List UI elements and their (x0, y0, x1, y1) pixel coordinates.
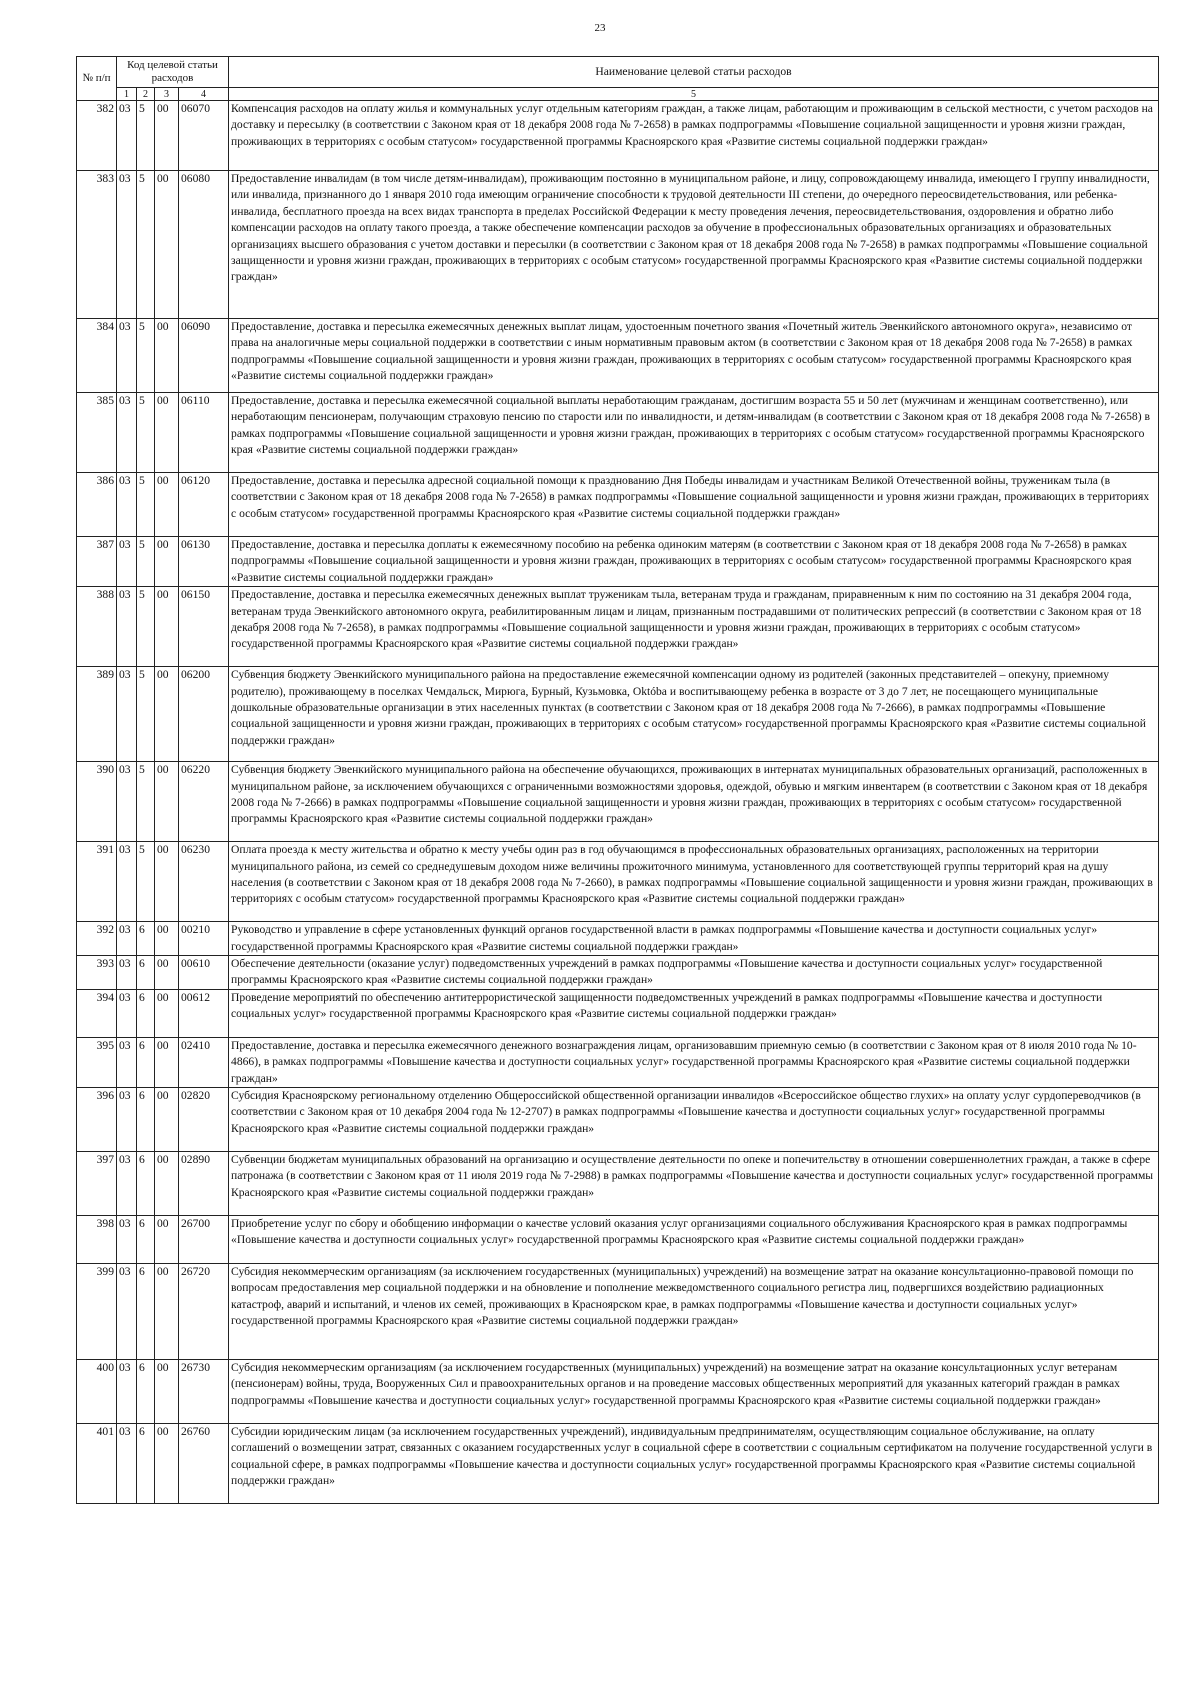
table-row (77, 667, 1159, 762)
row-number: 390 (77, 762, 117, 842)
code-direction: 00 (155, 667, 179, 762)
code-program: 03 (117, 989, 137, 1037)
column-index: 5 (229, 88, 1159, 101)
column-index: 2 (137, 88, 155, 101)
row-description: Оплата проезда к месту жительства и обратно к месту учебы один раз в год обучающимся в профессиональных образовательных организациях, расположенных на территории муниципального района, из семей со среднедушевым доходом ниже величины прожиточного минимума, установленного для соответствующей группы территорий края на душу населения (в соответствии с Законом края от 18 декабря 2008 года № 7-2660), в рамках подпрограммы «Повышение социальной защищенности и уровня жизни граждан, проживающих в территориях с особым статусом» государственной программы Красноярского края «Развитие системы социальной поддержки граждан» (229, 842, 1159, 922)
code-direction: 00 (155, 989, 179, 1037)
row-number: 398 (77, 1216, 117, 1264)
row-number: 388 (77, 587, 117, 667)
column-index: 4 (179, 88, 229, 101)
code-direction: 00 (155, 1037, 179, 1087)
row-description: Предоставление, доставка и пересылка ежемесячного денежного вознаграждения лицам, организовавшим приемную семью (в соответствии с Законом края от 8 июля 2010 года № 10-4866), в рамках подпрограммы «Повышение качества и доступности социальных услуг» государственной программы Красноярского края «Развитие системы социальной поддержки граждан» (229, 1037, 1159, 1087)
table-row (77, 842, 1159, 922)
row-number: 400 (77, 1360, 117, 1424)
table-row (77, 587, 1159, 667)
code-item: 00610 (179, 956, 229, 990)
code-item: 00612 (179, 989, 229, 1037)
code-direction: 00 (155, 1216, 179, 1264)
code-direction: 00 (155, 171, 179, 319)
code-item: 06220 (179, 762, 229, 842)
table-row (77, 1088, 1159, 1152)
code-program: 03 (117, 537, 137, 587)
row-number: 385 (77, 393, 117, 473)
code-item: 06150 (179, 587, 229, 667)
code-subprogram: 6 (137, 1152, 155, 1216)
row-description: Приобретение услуг по сбору и обобщению информации о качестве условий оказания услуг организациями социального обслуживания Красноярского края в рамках подпрограммы «Повышение качества и доступности социальных услуг» государственной программы Красноярского края «Развитие системы социальной поддержки граждан» (229, 1216, 1159, 1264)
code-program: 03 (117, 1424, 137, 1504)
code-program: 03 (117, 393, 137, 473)
code-program: 03 (117, 101, 137, 171)
table-row (77, 537, 1159, 587)
row-number: 397 (77, 1152, 117, 1216)
code-program: 03 (117, 1360, 137, 1424)
table-row (77, 319, 1159, 393)
code-direction: 00 (155, 1360, 179, 1424)
code-item: 06130 (179, 537, 229, 587)
row-number: 389 (77, 667, 117, 762)
code-program: 03 (117, 922, 137, 956)
table-row (77, 101, 1159, 171)
code-subprogram: 6 (137, 1424, 155, 1504)
code-subprogram: 6 (137, 989, 155, 1037)
row-number: 386 (77, 473, 117, 537)
code-item: 26730 (179, 1360, 229, 1424)
code-direction: 00 (155, 762, 179, 842)
row-number: 399 (77, 1264, 117, 1360)
code-item: 06200 (179, 667, 229, 762)
table-row (77, 473, 1159, 537)
page-number: 23 (594, 22, 606, 34)
row-description: Предоставление инвалидам (в том числе детям-инвалидам), проживающим постоянно в муниципальном районе, и лицу, сопровождающему инвалида, имеющего I группу инвалидности, или инвалида, признанного до 1 января 2010 года имеющим ограничение способности к трудовой деятельности III степени, до очередного переосвидетельствования, или ребенка-инвалида, бесплатного проезда на всех видах транспорта в пределах Российской Федерации к месту проведения лечения, переосвидетельствования, оздоровления и обратно либо компенсации расходов на оплату такого проезда, а также обеспечение компенсации расходов за обучение в профессиональных образовательных организациях и образовательных организациях высшего образования с учетом доставки и пересылки (в соответствии с Законом края от 18 декабря 2008 года № 7-2658) в рамках подпрограммы «Повышение социальной защищенности и уровня жизни граждан, проживающих в территориях с особым статусом» государственной программы Красноярского края «Развитие системы социальной поддержки граждан» (229, 171, 1159, 319)
code-program: 03 (117, 1264, 137, 1360)
table-row (77, 171, 1159, 319)
row-description: Предоставление, доставка и пересылка ежемесячной социальной выплаты неработающим гражданам, достигшим возраста 55 и 50 лет (мужчинам и женщинам соответственно), или неработающим пенсионерам, получающим страховую пенсию по старости или по инвалидности, и детям-инвалидам (в соответствии с Законом края от 18 декабря 2008 года № 7-2658) в рамках подпрограммы «Повышение социальной защищенности и уровня жизни граждан, проживающих в территориях с особым статусом» государственной программы Красноярского края «Развитие системы социальной поддержки граждан» (229, 393, 1159, 473)
code-program: 03 (117, 1152, 137, 1216)
row-description: Субсидия Красноярскому региональному отделению Общероссийской общественной организации инвалидов «Всероссийское общество глухих» на оплату услуг сурдопереводчиков (в соответствии с Законом края от 10 декабря 2004 года № 12-2707) в рамках подпрограммы «Повышение качества и доступности социальных услуг» государственной программы Красноярского края «Развитие системы социальной поддержки граждан» (229, 1088, 1159, 1152)
row-description: Предоставление, доставка и пересылка доплаты к ежемесячному пособию на ребенка одиноким матерям (в соответствии с Законом края от 18 декабря 2008 года № 7-2658) в рамках подпрограммы «Повышение социальной защищенности и уровня жизни граждан, проживающих в территориях с особым статусом» государственной программы Красноярского края «Развитие системы социальной поддержки граждан» (229, 537, 1159, 587)
code-subprogram: 5 (137, 537, 155, 587)
row-number: 396 (77, 1088, 117, 1152)
row-description: Проведение мероприятий по обеспечению антитеррористической защищенности подведомственных учреждений в рамках подпрограммы «Повышение качества и доступности социальных услуг» государственной программы Красноярского края «Развитие системы социальной поддержки граждан» (229, 989, 1159, 1037)
row-number: 384 (77, 319, 117, 393)
code-program: 03 (117, 1216, 137, 1264)
code-direction: 00 (155, 101, 179, 171)
row-description: Предоставление, доставка и пересылка ежемесячных денежных выплат лицам, удостоенным почетного звания «Почетный житель Эвенкийского автономного округа», независимо от права на аналогичные меры социальной поддержки в соответствии с иным нормативным правовым актом (в соответствии с Законом края от 18 декабря 2008 года № 7-2658) в рамках подпрограммы «Повышение социальной защищенности и уровня жизни граждан, проживающих в территориях с особым статусом» государственной программы Красноярского края «Развитие системы социальной поддержки граждан» (229, 319, 1159, 393)
code-item: 06120 (179, 473, 229, 537)
code-item: 02410 (179, 1037, 229, 1087)
row-number: 393 (77, 956, 117, 990)
code-direction: 00 (155, 1264, 179, 1360)
code-subprogram: 5 (137, 171, 155, 319)
row-number: 394 (77, 989, 117, 1037)
code-direction: 00 (155, 587, 179, 667)
table-row (77, 989, 1159, 1037)
row-number: 382 (77, 101, 117, 171)
code-program: 03 (117, 587, 137, 667)
code-direction: 00 (155, 537, 179, 587)
code-item: 26720 (179, 1264, 229, 1360)
table-row (77, 762, 1159, 842)
table-row (77, 1037, 1159, 1087)
row-number: 392 (77, 922, 117, 956)
column-index: 3 (155, 88, 179, 101)
row-description: Субсидия некоммерческим организациям (за исключением государственных (муниципальных) учреждений) на возмещение затрат на оказание консультационных услуг ветеранам (пенсионерам) войны, труда, Вооруженных Сил и правоохранительных органов и на проведение массовых общественных мероприятий для указанных категорий граждан в рамках подпрограммы «Повышение качества и доступности социальных услуг» государственной программы Красноярского края «Развитие системы социальной поддержки граждан» (229, 1360, 1159, 1424)
code-item: 02820 (179, 1088, 229, 1152)
code-subprogram: 6 (137, 956, 155, 990)
code-direction: 00 (155, 393, 179, 473)
code-program: 03 (117, 1037, 137, 1087)
row-description: Субсидия некоммерческим организациям (за исключением государственных (муниципальных) учреждений) на возмещение затрат на оказание консультационно-правовой помощи по вопросам предоставления мер социальной поддержки и на обновление и пополнение межведомственного социального регистра лиц, подвергшихся воздействию радиационных катастроф, аварий и испытаний, и членов их семей, проживающих в Красноярском крае, в рамках подпрограммы «Повышение качества и доступности социальных услуг» государственной программы Красноярского края «Развитие системы социальной поддержки граждан» (229, 1264, 1159, 1360)
row-number: 383 (77, 171, 117, 319)
code-subprogram: 6 (137, 1088, 155, 1152)
code-item: 00210 (179, 922, 229, 956)
code-program: 03 (117, 319, 137, 393)
code-item: 06080 (179, 171, 229, 319)
code-direction: 00 (155, 1088, 179, 1152)
code-subprogram: 6 (137, 1264, 155, 1360)
header-name: Наименование целевой статьи расходов (229, 57, 1159, 88)
code-direction: 00 (155, 1424, 179, 1504)
table-row (77, 1424, 1159, 1504)
code-subprogram: 5 (137, 587, 155, 667)
row-description: Субсидии юридическим лицам (за исключением государственных учреждений), индивидуальным предпринимателям, осуществляющим социальное обслуживание, на оплату соглашений о возмещении затрат, связанных с оказанием государственных услуг в социальной сфере в соответствии с социальным сертификатом на получение государственной услуги в социальной сфере, в рамках подпрограммы «Повышение качества и доступности социальных услуг» государственной программы Красноярского края «Развитие системы социальной поддержки граждан» (229, 1424, 1159, 1504)
code-program: 03 (117, 171, 137, 319)
code-program: 03 (117, 956, 137, 990)
table-row (77, 1152, 1159, 1216)
row-number: 395 (77, 1037, 117, 1087)
code-subprogram: 5 (137, 393, 155, 473)
code-direction: 00 (155, 473, 179, 537)
code-item: 06090 (179, 319, 229, 393)
code-program: 03 (117, 1088, 137, 1152)
table-row (77, 922, 1159, 956)
budget-classification-table (76, 56, 1159, 1504)
header-code-group: Код целевой статьи расходов (117, 57, 229, 88)
code-subprogram: 5 (137, 842, 155, 922)
table-row (77, 393, 1159, 473)
code-item: 26700 (179, 1216, 229, 1264)
row-description: Предоставление, доставка и пересылка адресной социальной помощи к празднованию Дня Победы инвалидам и участникам Великой Отечественной войны, труженикам тыла (в соответствии с Законом края от 18 декабря 2008 года № 7-2658) в рамках подпрограммы «Повышение социальной защищенности и уровня жизни граждан, проживающих в территориях с особым статусом» государственной программы Красноярского края «Развитие системы социальной поддержки граждан» (229, 473, 1159, 537)
row-number: 391 (77, 842, 117, 922)
code-subprogram: 5 (137, 101, 155, 171)
code-direction: 00 (155, 956, 179, 990)
row-description: Субвенция бюджету Эвенкийского муниципального района на обеспечение обучающихся, проживающих в интернатах муниципальных образовательных организаций, расположенных в муниципальном районе, за исключением обучающихся с ограниченными возможностями здоровья, одеждой, обувью и мягким инвентарем (в соответствии с Законом края от 18 декабря 2008 года № 7-2666) в рамках подпрограммы «Повышение социальной защищенности и уровня жизни граждан, проживающих в территориях с особым статусом» государственной программы Красноярского края «Развитие системы социальной поддержки граждан» (229, 762, 1159, 842)
code-subprogram: 6 (137, 1360, 155, 1424)
row-description: Субвенция бюджету Эвенкийского муниципального района на предоставление ежемесячной компенсации одному из родителей (законных представителей – опекуну, приемному родителю), проживающему в поселках Чемдальск, Мирюга, Бурный, Кузьмовка, Októba и воспитывающему ребенка в возрасте от 3 до 7 лет, не посещающего муниципальные дошкольные образовательные организации в этих населенных пунктах (в соответствии с Законом края от 18 декабря 2008 года № 7-2666), в рамках подпрограммы «Повышение социальной защищенности и уровня жизни граждан, проживающих в территориях с особым статусом» государственной программы Красноярского края «Развитие системы социальной поддержки граждан» (229, 667, 1159, 762)
code-program: 03 (117, 762, 137, 842)
row-description: Предоставление, доставка и пересылка ежемесячных денежных выплат труженикам тыла, ветеранам труда и гражданам, приравненным к ним по состоянию на 31 декабря 2004 года, ветеранам труда Эвенкийского автономного округа, реабилитированным лицам и лицам, признанным пострадавшими от политических репрессий (в соответствии с Законом края от 18 декабря 2008 года № 7-2658), в рамках подпрограммы «Повышение социальной защищенности и уровня жизни граждан, проживающих в территориях с особым статусом» государственной программы Красноярского края «Развитие системы социальной поддержки граждан» (229, 587, 1159, 667)
row-description: Субвенции бюджетам муниципальных образований на организацию и осуществление деятельности по опеке и попечительству в отношении совершеннолетних граждан, а также в сфере патронажа (в соответствии с Законом края от 11 июля 2019 года № 7-2988) в рамках подпрограммы «Повышение качества и доступности социальных услуг» государственной программы Красноярского края «Развитие системы социальной поддержки граждан» (229, 1152, 1159, 1216)
code-subprogram: 5 (137, 473, 155, 537)
code-direction: 00 (155, 842, 179, 922)
code-subprogram: 6 (137, 922, 155, 956)
table-row (77, 1216, 1159, 1264)
code-program: 03 (117, 667, 137, 762)
code-direction: 00 (155, 319, 179, 393)
code-program: 03 (117, 473, 137, 537)
header-num: № п/п (77, 57, 117, 101)
table-body (77, 101, 1159, 1504)
row-description: Руководство и управление в сфере установленных функций органов государственной власти в рамках подпрограммы «Повышение качества и доступности социальных услуг» государственной программы Красноярского края «Развитие системы социальной поддержки граждан» (229, 922, 1159, 956)
code-direction: 00 (155, 922, 179, 956)
code-subprogram: 6 (137, 1037, 155, 1087)
table-row (77, 1360, 1159, 1424)
code-item: 06110 (179, 393, 229, 473)
table-row (77, 1264, 1159, 1360)
code-item: 06230 (179, 842, 229, 922)
row-number: 387 (77, 537, 117, 587)
code-program: 03 (117, 842, 137, 922)
table-row (77, 956, 1159, 990)
code-item: 02890 (179, 1152, 229, 1216)
code-subprogram: 6 (137, 1216, 155, 1264)
code-item: 06070 (179, 101, 229, 171)
row-description: Компенсация расходов на оплату жилья и коммунальных услуг отдельным категориям граждан, а также лицам, работающим и проживающим в сельской местности, с учетом расходов на доставку и пересылку (в соответствии с Законом края от 18 декабря 2008 года № 7-2658) в рамках подпрограммы «Повышение социальной защищенности и уровня жизни граждан, проживающих в территориях с особым статусом» государственной программы Красноярского края «Развитие системы социальной поддержки граждан» (229, 101, 1159, 171)
code-subprogram: 5 (137, 762, 155, 842)
code-direction: 00 (155, 1152, 179, 1216)
code-item: 26760 (179, 1424, 229, 1504)
column-index: 1 (117, 88, 137, 101)
row-number: 401 (77, 1424, 117, 1504)
code-subprogram: 5 (137, 667, 155, 762)
row-description: Обеспечение деятельности (оказание услуг) подведомственных учреждений в рамках подпрограммы «Повышение качества и доступности социальных услуг» государственной программы Красноярского края «Развитие системы социальной поддержки граждан» (229, 956, 1159, 990)
code-subprogram: 5 (137, 319, 155, 393)
